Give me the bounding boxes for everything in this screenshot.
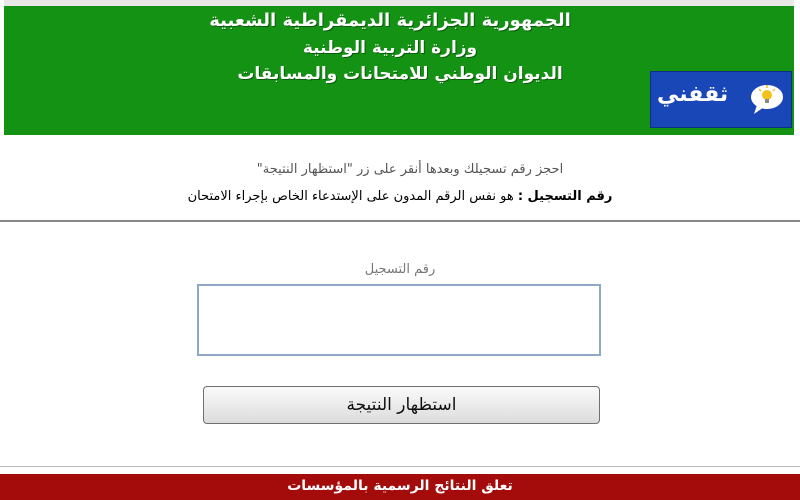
logo-text: ثقفني [657, 82, 729, 107]
registration-note-label: رقم التسجيل : [517, 189, 613, 204]
registration-number-input[interactable] [197, 284, 601, 356]
footer-divider [0, 466, 800, 467]
header-republic-title: الجمهورية الجزائرية الديمقراطية الشعبية [209, 10, 571, 31]
show-result-button[interactable]: استظهار النتيجة [203, 386, 600, 424]
registration-note-text: هو نفس الرقم المدون على الإستدعاء الخاص بإجراء الامتحان [187, 189, 514, 204]
header-banner [0, 0, 800, 135]
registration-note [140, 189, 660, 204]
instruction-text: احجز رقم تسجيلك وبعدها أنقر على زر "استظهار النتيجة" [256, 162, 564, 177]
header-ministry-title: وزارة التربية الوطنية [302, 38, 478, 58]
header-top-line [0, 0, 800, 6]
speech-bubble-lightbulb-icon [749, 83, 785, 115]
site-logo[interactable] [650, 71, 792, 128]
footer-banner [0, 474, 800, 500]
registration-number-label: رقم التسجيل [364, 262, 436, 277]
header-office-title: الديوان الوطني للامتحانات والمسابقات [237, 64, 563, 84]
footer-text: تعلق النتائج الرسمية بالمؤسسات [287, 478, 513, 494]
section-divider [0, 220, 800, 222]
header-left-edge [0, 0, 4, 135]
header-right-edge [794, 0, 800, 135]
